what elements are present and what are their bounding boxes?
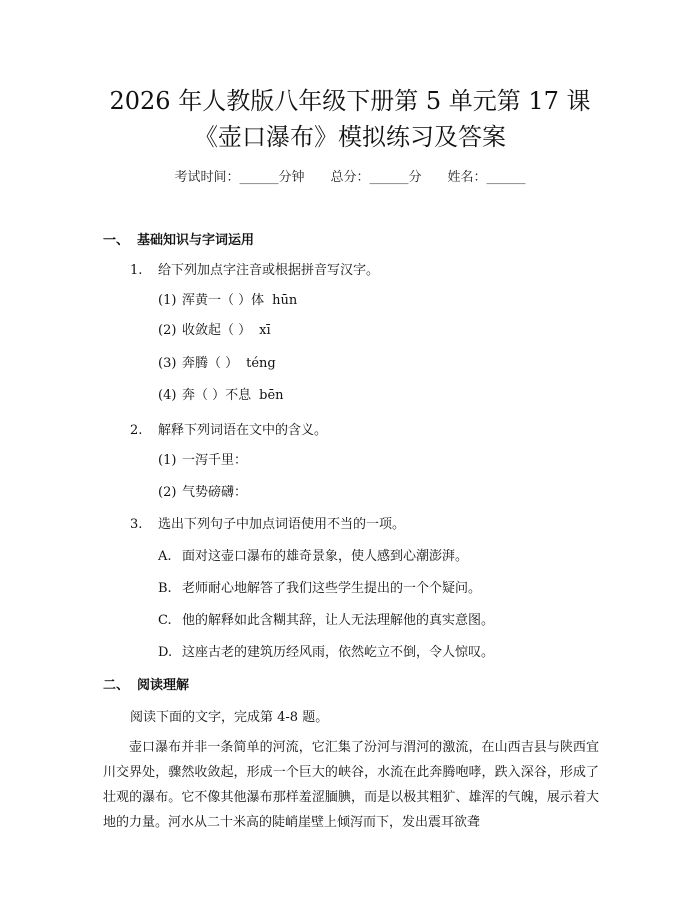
- item-text: 收敛起（ ）: [182, 323, 252, 338]
- option-b: [158, 580, 481, 598]
- question-number: 3.: [130, 517, 143, 532]
- question-number: 1.: [130, 263, 143, 278]
- q2-item: [158, 484, 247, 502]
- option-text: 他的解释如此含糊其辞，让人无法理解他的真实意图。: [182, 613, 495, 628]
- item-pinyin: xī: [259, 323, 271, 338]
- item-number: (2): [158, 323, 177, 338]
- q1-item: [158, 322, 271, 340]
- item-text: 浑黄一（ ）体: [182, 293, 265, 308]
- question-1: [130, 262, 379, 280]
- q1-item: [158, 387, 284, 405]
- item-text: 奔腾（ ）: [182, 356, 239, 371]
- question-2: [130, 422, 327, 440]
- option-text: 老师耐心地解答了我们这些学生提出的一个个疑问。: [182, 581, 482, 596]
- option-letter: C.: [158, 613, 172, 628]
- option-letter: D.: [158, 645, 173, 660]
- item-pinyin: téng: [246, 356, 276, 371]
- option-text: 这座古老的建筑历经风雨，依然屹立不倒，令人惊叹。: [182, 645, 495, 660]
- item-number: (1): [158, 453, 177, 468]
- item-text: 一泻千里：: [182, 453, 248, 468]
- section-title: 基础知识与字词运用: [137, 233, 255, 248]
- name-field: 姓名：______: [447, 170, 526, 185]
- q1-item: [158, 355, 276, 373]
- option-letter: B.: [158, 581, 172, 596]
- total-score-field: 总分：______分: [330, 170, 422, 185]
- item-text: 奔（ ）不息: [182, 388, 252, 403]
- item-pinyin: hūn: [272, 293, 298, 308]
- question-text: 选出下列句子中加点词语使用不当的一项。: [158, 517, 406, 532]
- question-text: 解释下列词语在文中的含义。: [158, 423, 328, 438]
- item-pinyin: bēn: [259, 388, 284, 403]
- option-letter: A.: [158, 549, 172, 564]
- title-line-2: 《壶口瀑布》模拟练习及答案: [194, 123, 506, 151]
- q2-item: [158, 452, 247, 470]
- option-c: [158, 612, 494, 630]
- question-text: 给下列加点字注音或根据拼音写汉字。: [158, 263, 380, 278]
- exam-time-field: 考试时间：______分钟: [174, 170, 305, 185]
- title-line-1: 2026 年人教版八年级下册第 5 单元第 17 课: [109, 87, 591, 115]
- item-number: (3): [158, 356, 177, 371]
- exam-info: [0, 166, 700, 185]
- option-text: 面对这壶口瀑布的雄奇景象，使人感到心潮澎湃。: [182, 549, 469, 564]
- reading-instruction: 阅读下面的文字，完成第 4-8 题。: [130, 710, 329, 725]
- section-number: 一、: [103, 233, 130, 248]
- reading-passage: 壶口瀑布并非一条简单的河流，它汇集了汾河与渭河的激流，在山西吉县与陕西宜川交界处，骤然收敛起，形成一个巨大的峡谷，水流在此奔腾咆哮，跌入深谷，形成了壮观的瀑布。它不像其他瀑布那样羞涩腼腆，而是以极其粗犷、雄浑的气魄，展示着大地的力量。河水从二十米高的陡峭崖壁上倾泻而下，发出震耳欲聋: [103, 740, 599, 830]
- option-a: [158, 548, 468, 566]
- item-number: (1): [158, 293, 177, 308]
- section-title: 阅读理解: [137, 678, 190, 693]
- item-number: (4): [158, 388, 177, 403]
- item-number: (2): [158, 485, 177, 500]
- option-d: [158, 644, 494, 662]
- q1-item: [158, 292, 297, 310]
- question-number: 2.: [130, 423, 143, 438]
- question-3: [130, 516, 405, 534]
- section-heading-2: [103, 677, 189, 695]
- section-number: 二、: [103, 678, 130, 693]
- section-heading-1: [103, 232, 254, 250]
- item-text: 气势磅礴：: [182, 485, 248, 500]
